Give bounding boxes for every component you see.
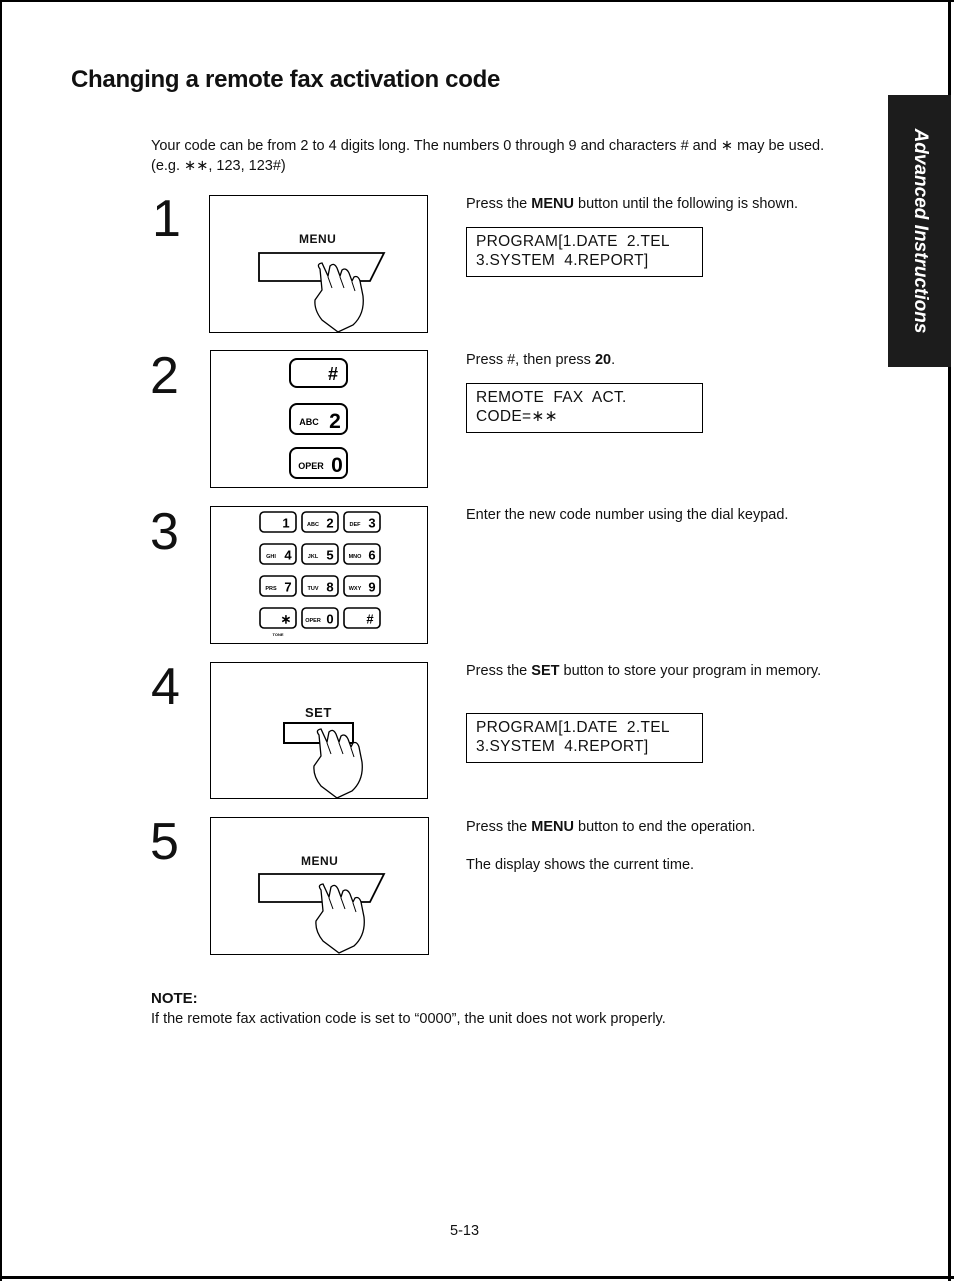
keypad-key-label: 9 [368,579,376,595]
step-2-illustration [210,350,428,488]
menu-button-label: MENU [301,854,339,868]
keypad-key-frame [260,512,296,532]
step-5-instruction: Press the MENU button to end the operation. [466,819,756,835]
keypad-key [302,608,338,628]
keypad-key-sublabel: GHI [266,554,276,560]
menu-button-press-icon [210,196,429,334]
keypad-key-sublabel: OPER [305,618,321,624]
keypad-key [260,512,296,532]
keypad-key-label: 8 [326,579,334,595]
step-2-instruction: Press #, then press 20. [466,352,616,368]
menu-button-label: MENU [299,232,337,246]
keypad-key-label: # [366,611,374,627]
display-line: REMOTE FAX ACT. [476,389,627,406]
tone-label: TONE [272,632,284,637]
keypad-key-label: 1 [282,515,290,531]
key-2-icon [290,404,347,434]
display-line: CODE=∗∗ [476,408,558,425]
step-number-4: 4 [151,658,180,716]
key-0-label: 0 [331,454,343,477]
step-number-5: 5 [150,813,179,871]
keypad-key-label: 7 [284,579,292,595]
page-border-bottom [0,1276,954,1279]
keypad-key-sublabel: DEF [349,522,361,528]
keypad-key-label: 6 [368,547,376,563]
keypad-key [344,608,380,628]
hash-key-icon [290,359,347,387]
menu-button-press-icon [211,818,430,956]
keypad-key-sublabel: TUV [307,586,319,592]
keypad-key [344,512,380,532]
step-number-2: 2 [150,347,179,405]
set-button-press-icon [211,663,429,800]
intro-paragraph: Your code can be from 2 to 4 digits long. The numbers 0 through 9 and characters # and ∗ may be used. (e.g. ∗∗, 123, 123#) [151,138,825,174]
page-border-left [0,0,2,1281]
display-line: 3.SYSTEM 4.REPORT] [476,738,649,755]
display-line: PROGRAM[1.DATE 2.TEL [476,233,670,250]
step-4-display [466,713,703,763]
keypad-key-sublabel: WXY [348,586,362,592]
keypad-key [302,512,338,532]
keypad-key-sublabel: PRS [265,586,277,592]
step-2-display [466,383,703,433]
hash-key-label: # [327,364,339,384]
section-side-tab [888,95,951,367]
step-4-instruction: Press the SET button to store your program in memory. [466,663,822,679]
step-number-1: 1 [152,190,181,248]
note-heading: NOTE: [151,990,198,1007]
display-line: 3.SYSTEM 4.REPORT] [476,252,649,269]
keypad-key [302,544,338,564]
keypad-key-label: 4 [284,547,292,563]
keypad-key-frame [344,608,380,628]
keypad-key [260,544,296,564]
set-button-label: SET [305,705,332,720]
dial-keypad-icon [211,507,429,645]
keypad-key-sublabel: ABC [307,522,319,528]
key-0-icon [290,448,347,478]
step-5-note: The display shows the current time. [466,857,695,873]
page-border-top [0,0,954,2]
step-number-3: 3 [150,503,179,561]
keypad-key [260,576,296,596]
step-1-instruction: Press the MENU button until the following is shown. [466,196,799,212]
page-number: 5-13 [450,1223,480,1239]
step-3-illustration [210,506,428,644]
keypad-key [344,576,380,596]
key-2-sublabel: ABC [299,417,319,427]
keypad-key-label: 3 [368,515,376,531]
step-1-display [466,227,703,277]
step-4-illustration [210,662,428,799]
keypad-key-label: ∗ [280,611,292,627]
keypad-key-sublabel: JKL [307,554,319,560]
side-tab-label: Advanced Instructions [909,128,931,334]
keypad-key-label: 5 [326,547,334,563]
step-3-instruction: Enter the new code number using the dial keypad. [466,507,789,523]
keypad-key [302,576,338,596]
keypad-key-label: 2 [326,515,334,531]
note-text: If the remote fax activation code is set to “0000”, the unit does not work properly. [151,1011,666,1027]
display-line: PROGRAM[1.DATE 2.TEL [476,719,670,736]
step-5-illustration [210,817,429,955]
keypad-key-label: 0 [326,611,334,627]
keypad-key [344,544,380,564]
step-1-illustration [209,195,428,333]
page-title: Changing a remote fax activation code [71,66,500,93]
keypad-key [260,608,296,628]
keypad-key-sublabel: MNO [348,554,362,560]
key-0-sublabel: OPER [298,461,324,471]
key-2-label: 2 [329,410,341,433]
